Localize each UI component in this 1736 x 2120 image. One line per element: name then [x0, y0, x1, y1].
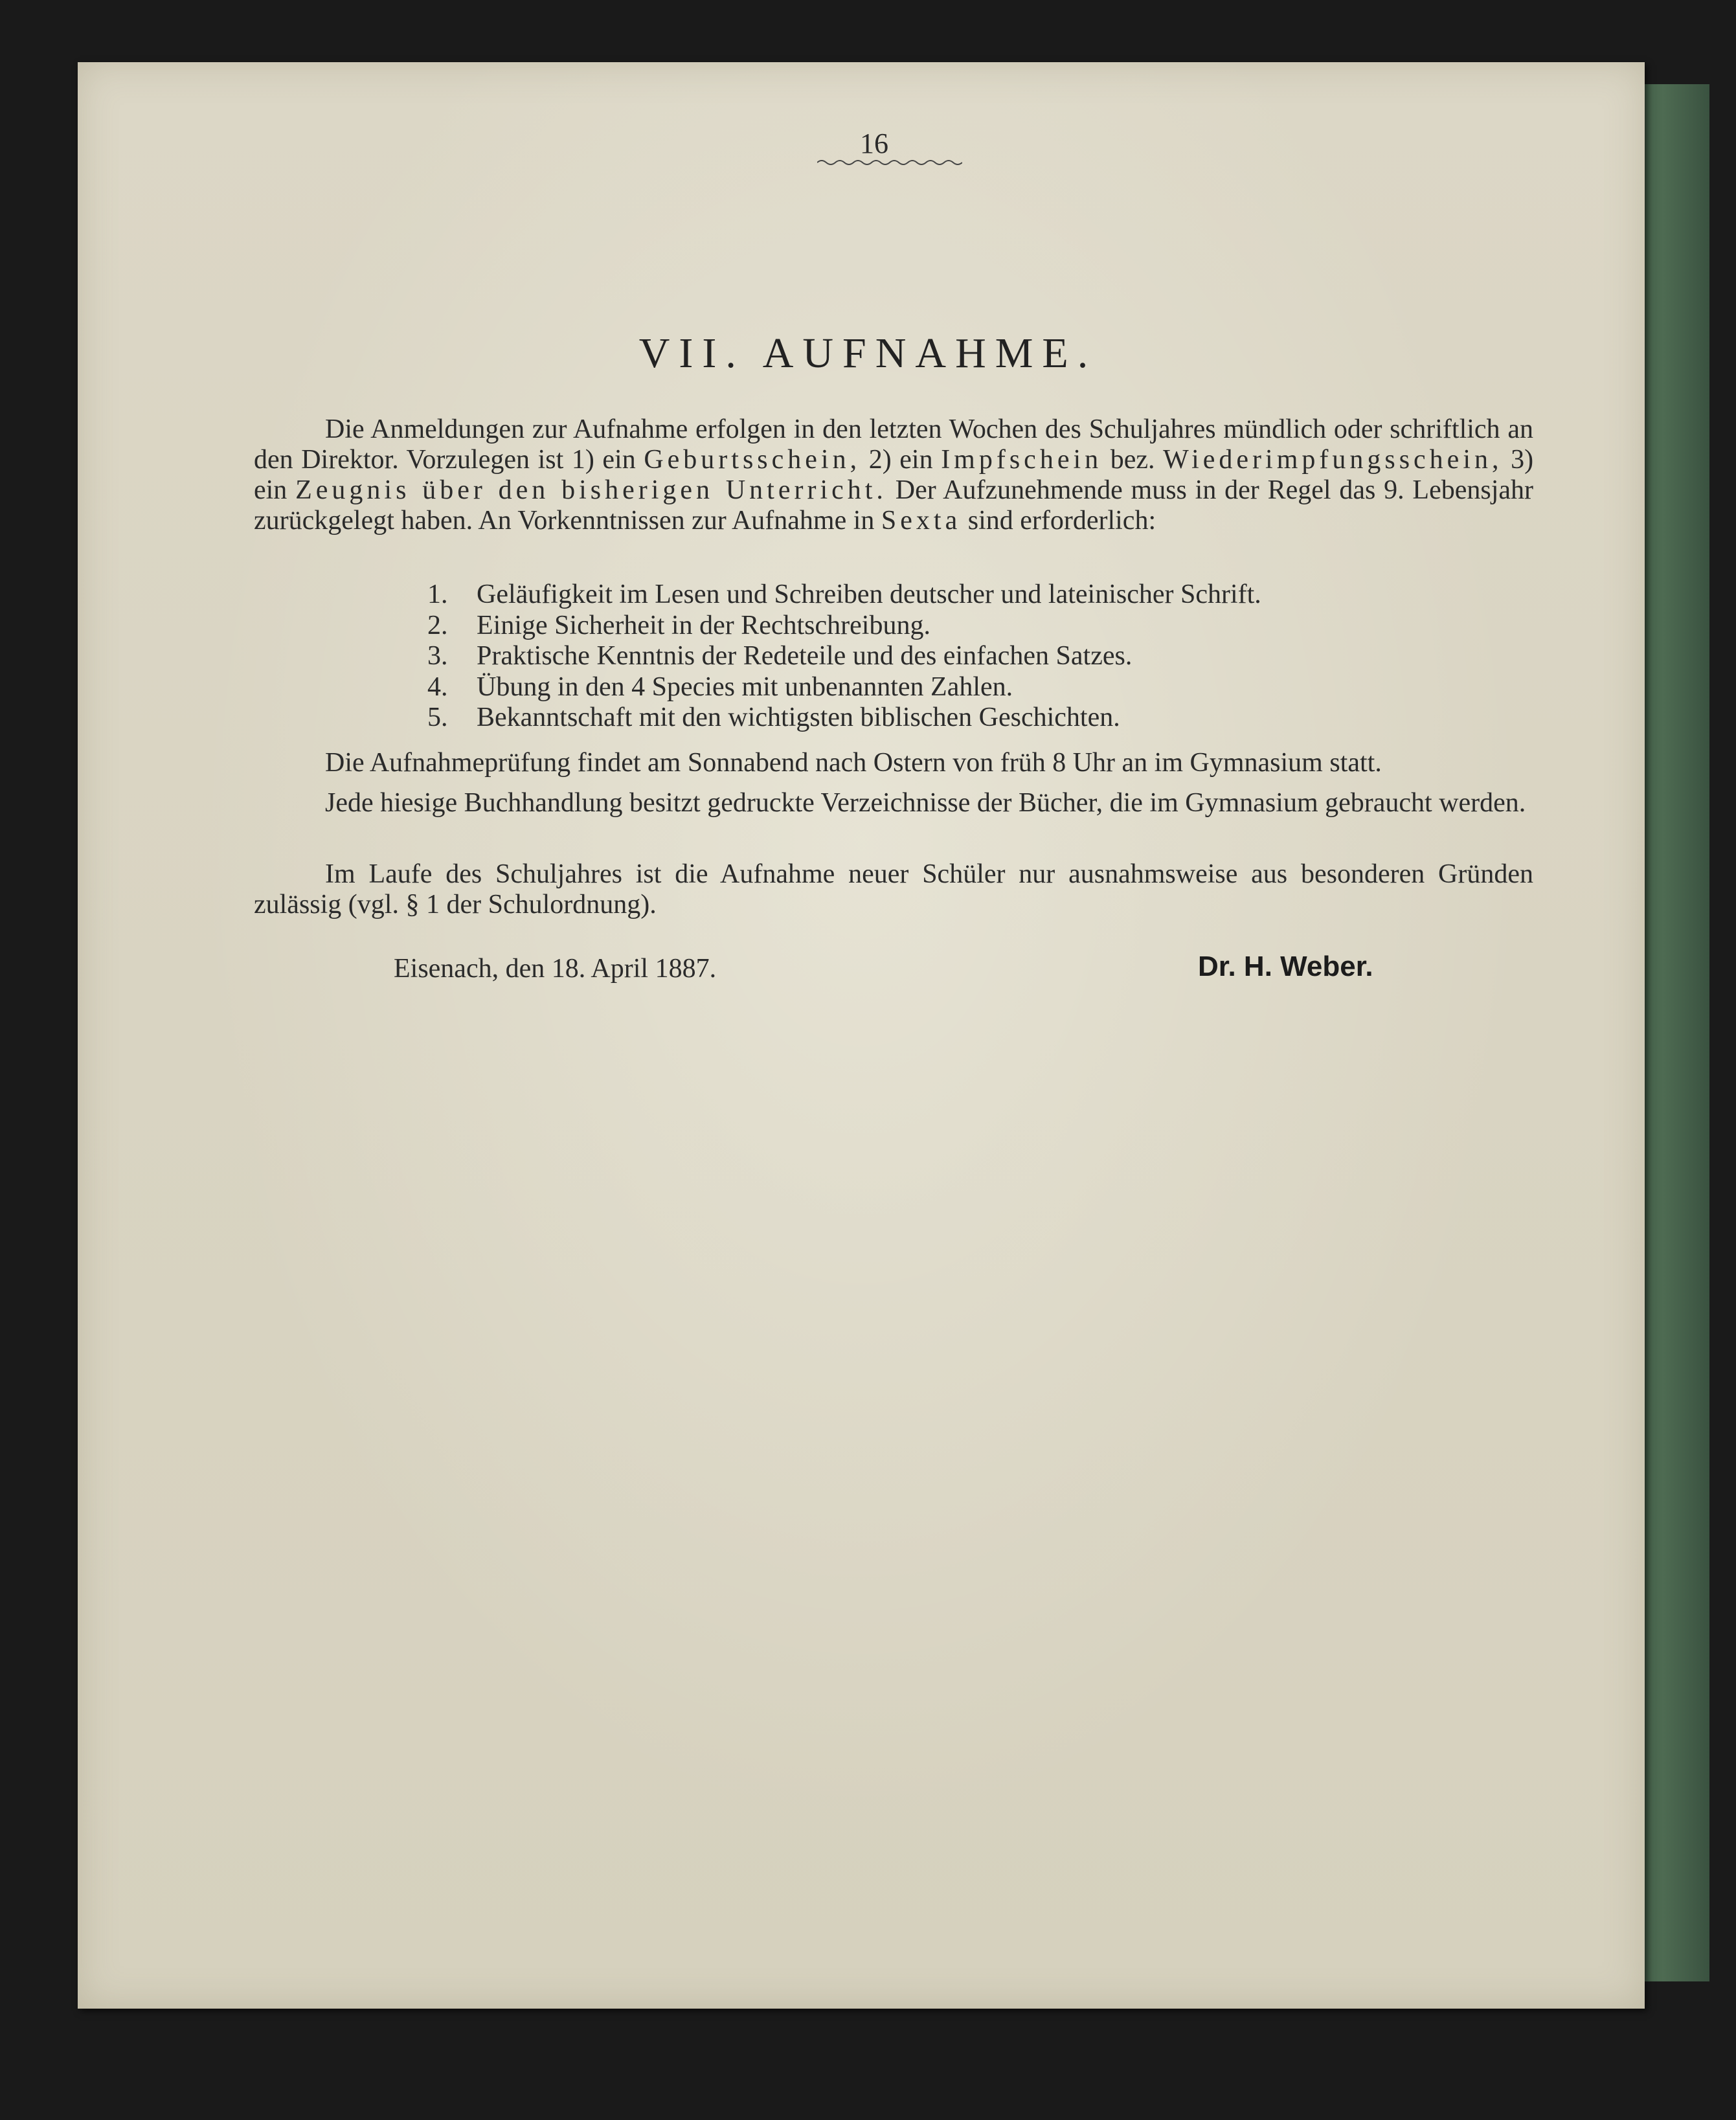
intro-text-1: Die Anmeldungen zur Aufnahme erfolgen in den letzten Wochen des Schuljahres mündlich oder schriftlich an den Direktor. Vorzulegen ist 1) ein: [254, 414, 1533, 475]
signature-name: Dr. H. Weber.: [1198, 951, 1373, 982]
exam-paragraph: Die Aufnahmeprüfung findet am Sonnabend nach Ostern von früh 8 Uhr an im Gymnasium statt.: [325, 748, 1382, 778]
list-item: 3. Praktische Kenntnis der Redeteile und des einfachen Satzes.: [427, 641, 1133, 671]
list-item: 4. Übung in den 4 Species mit unbenannten Zahlen.: [427, 671, 1013, 702]
list-item: 2. Einige Sicherheit in der Rechtschreibung.: [427, 610, 930, 640]
signature-place-date: Eisenach, den 18. April 1887.: [394, 954, 717, 984]
section-heading: VII. AUFNAHME.: [638, 330, 1098, 377]
intro-text-6: sind erforderlich:: [967, 506, 1156, 536]
page-number-ornament: [817, 158, 962, 167]
intro-spaced-2: Impfschein: [941, 445, 1103, 475]
intro-text-3: bez.: [1110, 445, 1155, 475]
intro-spaced-5: Sexta: [881, 506, 962, 536]
intro-paragraph: [254, 414, 1533, 536]
intro-text-2: 2) ein: [868, 445, 933, 475]
intro-spaced-1: Geburtsschein,: [644, 445, 861, 475]
intro-spaced-4: Zeugnis über den bisherigen Unterricht.: [295, 475, 887, 505]
intro-text-5: Der Aufzunehmende muss in der Regel das 9. Lebensjahr zurückgelegt haben. An Vorkenntnissen zur Aufnahme in: [254, 475, 1533, 536]
intro-text-4: 3) ein: [254, 445, 1534, 505]
intro-spaced-3: Wiederimpfungsschein,: [1163, 445, 1503, 475]
midyear-paragraph: Im Laufe des Schuljahres ist die Aufnahme neuer Schüler nur ausnahmsweise aus besonderen Gründen zulässig (vgl. § 1 der Schulordnung).: [254, 859, 1533, 919]
list-item: 5. Bekanntschaft mit den wichtigsten biblischen Geschichten.: [427, 703, 1120, 732]
list-item: 1. Geläufigkeit im Lesen und Schreiben deutscher und lateinischer Schrift.: [427, 580, 1261, 609]
books-paragraph: Jede hiesige Buchhandlung besitzt gedruckte Verzeichnisse der Bücher, die im Gymnasium gebraucht werden.: [325, 788, 1526, 818]
requirements-list: [427, 580, 1463, 734]
page-number: 16: [860, 128, 888, 159]
